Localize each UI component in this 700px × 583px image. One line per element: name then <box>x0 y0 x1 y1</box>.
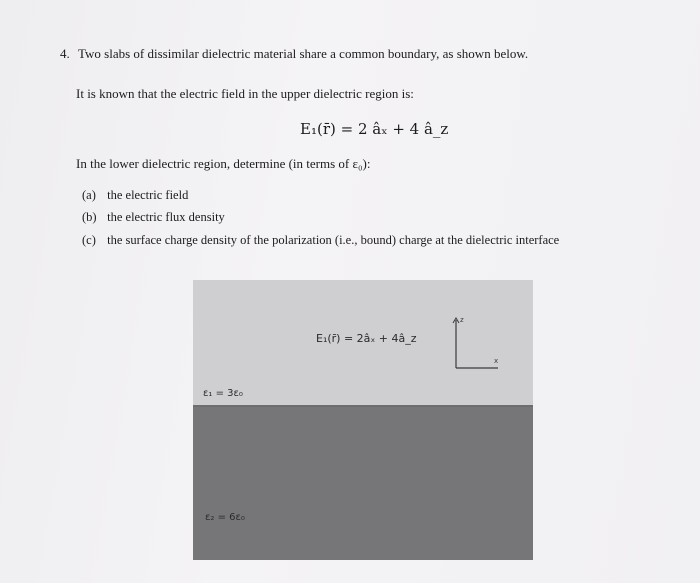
part-c <box>82 233 559 248</box>
part-b <box>82 210 225 225</box>
lower-permittivity-label: ε₂ = 6ε₀ <box>205 512 245 523</box>
axis-x-label: x <box>494 357 499 365</box>
part-a <box>82 188 188 203</box>
upper-permittivity-label: ε₁ = 3ε₀ <box>203 388 243 399</box>
diagram-field-label: E₁(r̄) = 2âₓ + 4â_z <box>316 332 417 345</box>
field-equation: E₁(r̄) = 2 âₓ + 4 â_z <box>300 120 449 138</box>
part-c-text: the surface charge density of the polarization (i.e., bound) charge at the dielectric interface <box>107 233 560 247</box>
dielectric-diagram <box>193 280 533 560</box>
problem-number: 4. <box>60 46 70 61</box>
part-a-text: the electric field <box>107 188 189 202</box>
part-a-label: (a) <box>82 188 96 202</box>
known-field-text: It is known that the electric field in the upper dielectric region is: <box>76 86 414 101</box>
problem-statement: Two slabs of dissimilar dielectric material share a common boundary, as shown below. <box>78 46 529 61</box>
part-c-label: (c) <box>82 233 96 247</box>
axis-z-label: z <box>460 316 464 324</box>
part-b-text: the electric flux density <box>107 210 225 224</box>
part-b-label: (b) <box>82 210 97 224</box>
lower-dielectric-region <box>193 407 533 560</box>
coordinate-axes-icon <box>448 314 508 374</box>
lower-region-prompt: In the lower dielectric region, determine (in terms of ε₀): <box>76 156 371 171</box>
